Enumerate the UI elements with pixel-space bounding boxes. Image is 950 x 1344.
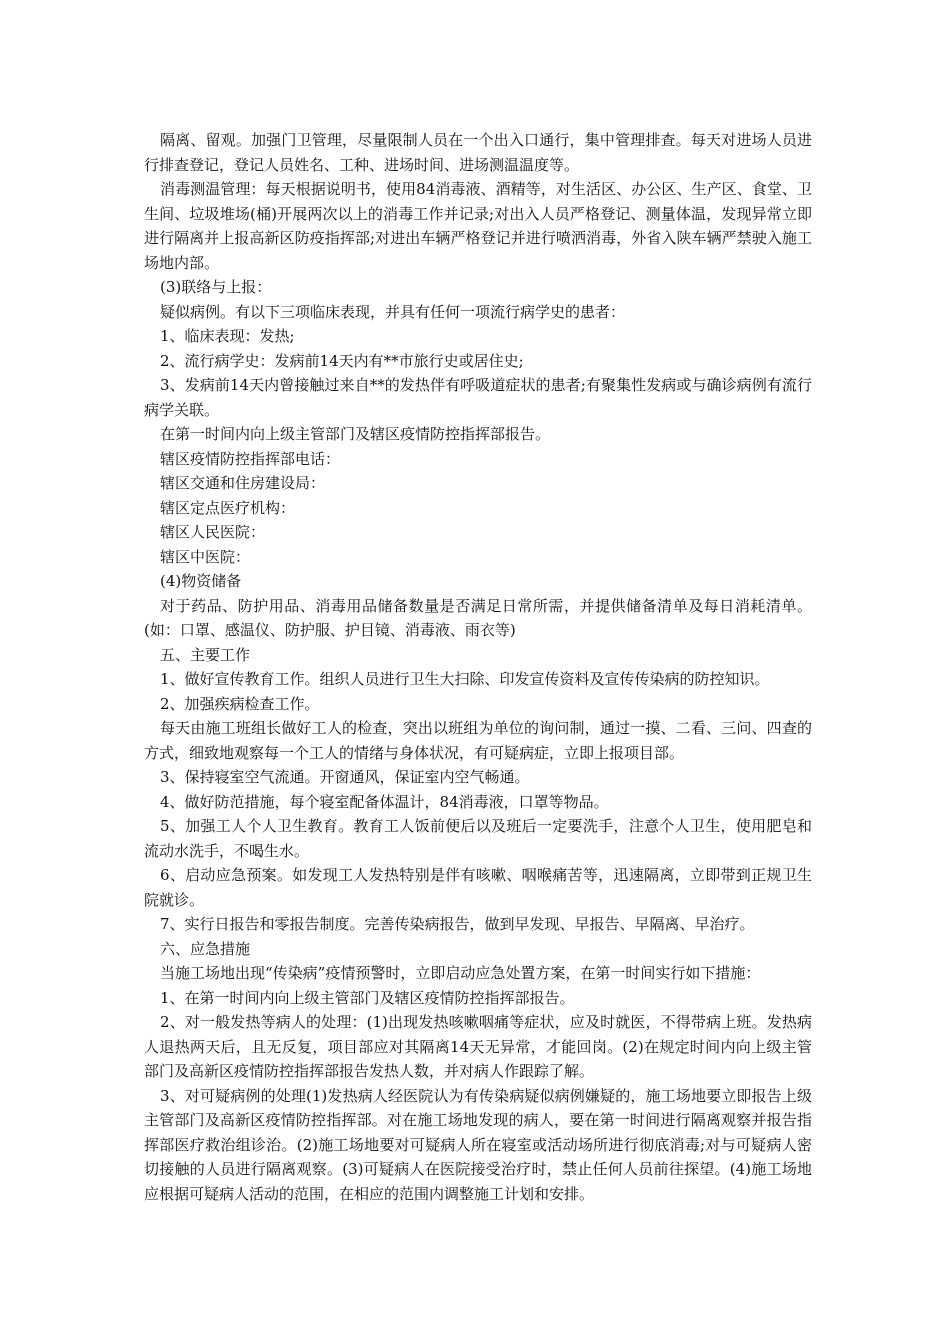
section-contact-report: (3)联络与上报： — [160, 278, 272, 296]
document-body — [144, 128, 812, 1206]
paragraph-isolation: 隔离、留观。加强门卫管理，尽量限制人员在一个出入口通行，集中管理排查。每天对进场人员进行排查登记，登记人员姓名、工种、进场时间、进场测温温度等。 — [144, 131, 812, 174]
contact-line: 辖区交通和住房建设局： — [160, 474, 326, 492]
paragraph-daily-check: 每天由施工班组长做好工人的检查，突出以班组为单位的询问制，通过一摸、二看、三问、四查的方式，细致地观察每一个工人的情绪与身体状况，有可疑病症，立即上报项目部。 — [144, 719, 812, 762]
contact-line: 辖区定点医疗机构： — [160, 498, 296, 517]
list-item: 4、做好防范措施，每个寝室配备体温计，84消毒液，口罩等物品。 — [160, 792, 609, 811]
section-heading-main-work: 五、主要工作 — [160, 645, 251, 664]
list-item: 3、发病前14天内曾接触过来自**的发热伴有呼吸道症状的患者;有聚集性发病或与确诊病例有流行病学关联。 — [144, 376, 812, 419]
contact-line: 辖区疫情防控指挥部电话： — [160, 449, 341, 468]
list-item: 1、做好宣传教育工作。组织人员进行卫生大扫除、印发宣传资料及宣传传染病的防控知识。 — [160, 670, 770, 688]
list-item: 2、加强疾病检查工作。 — [160, 694, 320, 713]
list-item: 2、流行病学史：发病前14天内有**市旅行史或居住史; — [160, 351, 524, 370]
contact-line: 辖区中医院： — [160, 547, 251, 566]
list-item: 5、加强工人个人卫生教育。教育工人饭前便后以及班后一定要洗手，注意个人卫生，使用肥皂和流动水洗手，不喝生水。 — [144, 817, 812, 860]
paragraph-supplies: 对于药品、防护用品、消毒用品储备数量是否满足日常所需，并提供储备清单及每日消耗清单。(如：口罩、感温仪、防护服、护目镜、消毒液、雨衣等) — [144, 596, 812, 639]
paragraph-suspected-case: 疑似病例。有以下三项临床表现，并具有任何一项流行病学史的患者： — [160, 302, 626, 321]
list-item: 3、对可疑病例的处理(1)发热病人经医院认为有传染病疑似病例嫌疑的，施工场地要立即报告上级主管部门及高新区疫情防控指挥部。对在施工场地发现的病人，要在第一时间进行隔离观察并报告指挥部医疗救治组诊治。(2)施工场地要对可疑病人所在寝室或活动场所进行彻底消毒;对与可疑病人密切接触的人员进行隔离观察。(3)可疑病人在医院接受治疗时，禁止任何人员前往探望。(4)施工场地应根据可疑病人活动的范围，在相应的范围内调整施工计划和安排。 — [144, 1086, 812, 1203]
contact-line: 辖区人民医院： — [160, 523, 266, 541]
list-item: 7、实行日报告和零报告制度。完善传染病报告，做到早发现、早报告、早隔离、早治疗。 — [160, 915, 755, 933]
paragraph-emergency-intro: 当施工场地出现“传染病”疫情预警时，立即启动应急处置方案，在第一时间实行如下措施： — [160, 964, 761, 982]
section-heading-emergency: 六、应急措施 — [160, 939, 251, 958]
list-item: 2、对一般发热等病人的处理：(1)出现发热咳嗽咽痛等症状，应及时就医，不得带病上班。发热病人退热两天后，且无反复，项目部应对其隔离14天无异常，才能回岗。(2)在规定时间内向上级主管部门及高新区疫情防控指挥部报告发热人数，并对病人作跟踪了解。 — [144, 1013, 812, 1080]
paragraph-disinfection: 消毒测温管理：每天根据说明书，使用84消毒液、酒精等，对生活区、办公区、生产区、食堂、卫生间、垃圾堆场(桶)开展两次以上的消毒工作并记录;对出入人员严格登记、测量体温，发现异常立即进行隔离并上报高新区防疫指挥部;对进出车辆严格登记并进行喷洒消毒，外省入陕车辆严禁驶入施工场地内部。 — [144, 180, 812, 272]
list-item: 1、在第一时间内向上级主管部门及辖区疫情防控指挥部报告。 — [160, 988, 575, 1007]
section-supplies: (4)物资储备 — [160, 572, 242, 590]
paragraph-report-first: 在第一时间内向上级主管部门及辖区疫情防控指挥部报告。 — [160, 425, 551, 443]
list-item: 1、临床表现：发热; — [160, 327, 295, 345]
list-item: 3、保持寝室空气流通。开窗通风，保证室内空气畅通。 — [160, 768, 530, 786]
list-item: 6、启动应急预案。如发现工人发热特别是伴有咳嗽、咽喉痛苦等，迅速隔离，立即带到正规卫生院就诊。 — [144, 866, 812, 909]
